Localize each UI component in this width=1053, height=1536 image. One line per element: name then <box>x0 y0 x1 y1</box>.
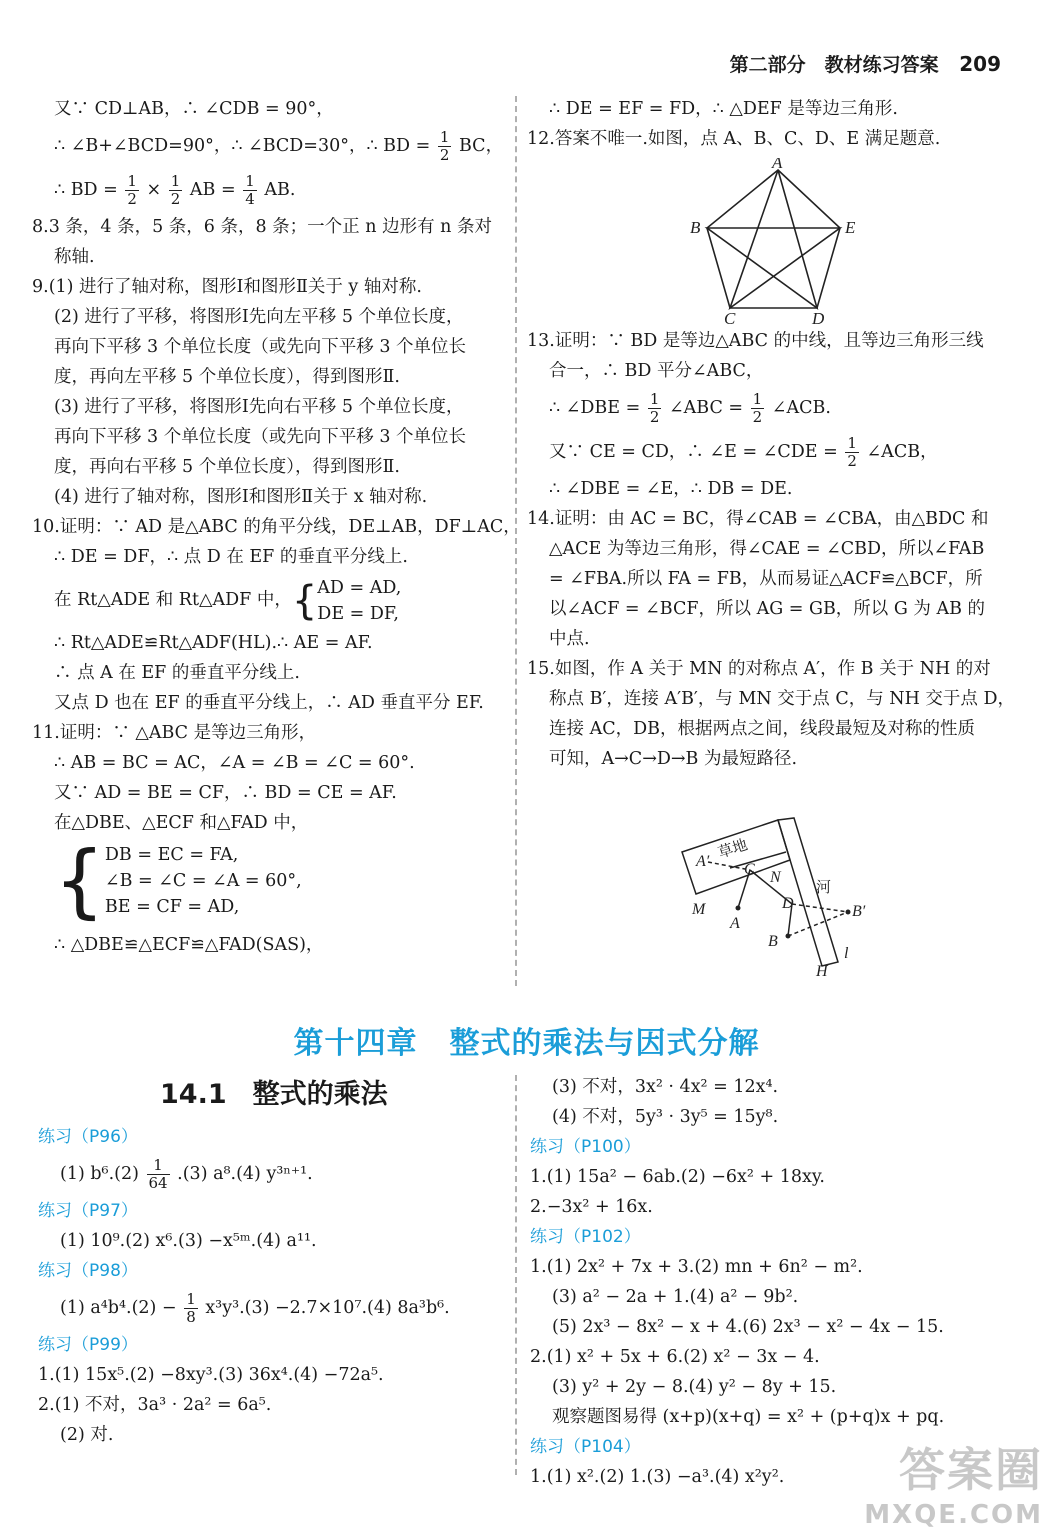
text-line: 在△DBE、△ECF 和△FAD 中， <box>54 813 309 833</box>
text-line: 合一，∴ BD 平分∠ABC， <box>549 361 764 381</box>
practice-heading: 练习（P102） <box>530 1227 641 1247</box>
text-line: 14.证明：由 AC = BC，得∠CAB = ∠CBA，由△BDC 和 <box>527 509 989 529</box>
text-line: ∴ ∠B+∠BCD=90°，∴ ∠BCD=30°，∴ BD = $\frac{1}{2}$ BC， <box>54 128 504 164</box>
text-line: 1.(1) 2x² + 7x + 3.(2) mn + 6n² − m². <box>530 1257 863 1277</box>
right-bottom-column <box>530 1072 1010 1492</box>
text-line: 10.证明：∵ AD 是△ABC 的角平分线，DE⊥AB，DF⊥AC， <box>32 517 521 537</box>
fraction: $\frac{1}{2}$ <box>170 172 181 208</box>
svg-text:D: D <box>782 895 794 912</box>
watermark: 答案圈 MXQE.COM <box>864 1443 1043 1530</box>
text-line: △ACE 为等边三角形，得∠CAE = ∠CBD，所以∠FAB <box>549 539 985 559</box>
practice-heading: 练习（P100） <box>530 1137 641 1157</box>
text-line: ∴ △DBE≌△ECF≌△FAD(SAS)， <box>54 935 324 955</box>
practice-heading: 练习（P98） <box>38 1261 138 1281</box>
pentagon-star-figure <box>688 158 868 326</box>
text-line: 15.如图，作 A 关于 MN 的对称点 A′，作 B 关于 NH 的对 <box>527 659 991 679</box>
page-number: 209 <box>959 52 1001 76</box>
text-line: ∴ 点 A 在 EF 的垂直平分线上. <box>54 663 300 683</box>
brace: { <box>291 577 318 624</box>
svg-text:A′: A′ <box>696 853 710 870</box>
text-line: 1.(1) 15x⁵.(2) −8xy³.(3) 36x⁴.(4) −72a⁵. <box>38 1365 384 1385</box>
svg-text:河: 河 <box>816 878 832 896</box>
fraction: $\frac{1}{2}$ <box>649 390 660 426</box>
text-line: (5) 2x³ − 8x² − x + 4.(6) 2x³ − x² − 4x − 15. <box>552 1317 944 1337</box>
text-line: 称轴. <box>54 247 95 267</box>
text-line: 以∠ACF = ∠BCF，所以 AG = GB，所以 G 为 AB 的 <box>549 599 986 619</box>
text-line: 在 Rt△ADE 和 Rt△ADF 中，{ AD = AD, DE = DF, <box>32 572 502 628</box>
text-line: 8.3 条，4 条，5 条，6 条，8 条；一个正 n 边形有 n 条对 <box>32 217 492 237</box>
vertex-label: A <box>772 158 783 172</box>
text-line: 又∵ AD = BE = CF，∴ BD = CE = AF. <box>54 783 397 803</box>
fraction: $\frac{1}{2}$ <box>439 128 450 164</box>
text-line: ∴ Rt△ADE≌Rt△ADF(HL).∴ AE = AF. <box>54 633 373 653</box>
star-lines <box>707 170 840 308</box>
text-line: (1) b⁶.(2) $\frac{1}{64}$ .(3) a⁸.(4) y³ⁿ⁺¹. <box>60 1156 313 1192</box>
fraction: $\frac{1}{64}$ <box>148 1156 168 1192</box>
practice-heading: 练习（P99） <box>38 1335 138 1355</box>
text-line: 再向下平移 3 个单位长度（或先向下平移 3 个单位长 <box>54 427 467 447</box>
svg-text:B: B <box>768 933 778 950</box>
text-line: 又∵ CE = CD，∴ ∠E = ∠CDE = $\frac{1}{2}$ ∠ACB， <box>549 434 938 470</box>
text-line: ∴ AB = BC = AC，∠A = ∠B = ∠C = 60°. <box>54 753 415 773</box>
fraction: $\frac{1}{2}$ <box>752 390 763 426</box>
vertex-label: C <box>724 309 736 326</box>
practice-heading: 练习（P104） <box>530 1437 641 1457</box>
text-line: 1.(1) x².(2) 1.(3) −a³.(4) x²y². <box>530 1467 785 1487</box>
text-line: = ∠FBA.所以 FA = FB，从而易证△ACF≌△BCF，所 <box>549 569 983 589</box>
text-line: ∴ BD = $\frac{1}{2}$ × $\frac{1}{2}$ AB = $\frac{1}{4}$ AB. <box>54 172 296 208</box>
svg-text:草地: 草地 <box>715 835 750 862</box>
text-line: 称点 B′，连接 A′B′，与 MN 交于点 C，与 NH 交于点 D， <box>549 689 1016 709</box>
page-header <box>730 50 1001 77</box>
svg-text:l: l <box>844 945 849 962</box>
text-line: ∴ DE = EF = FD，∴ △DEF 是等边三角形. <box>549 99 898 119</box>
text-line: 13.证明：∵ BD 是等边△ABC 的中线，且等边三角形三线 <box>527 331 984 351</box>
left-bottom-column <box>38 1122 498 1450</box>
text-line: (3) a² − 2a + 1.(4) a² − 9b². <box>552 1287 799 1307</box>
text-line: 度，再向左平移 5 个单位长度），得到图形Ⅱ. <box>54 367 400 387</box>
practice-heading: 练习（P97） <box>38 1201 138 1221</box>
text-line: (4) 不对，5y³ · 3y⁵ = 15y⁸. <box>552 1107 779 1127</box>
svg-text:M: M <box>692 901 706 918</box>
text-line: ∴ ∠DBE = ∠E，∴ DB = DE. <box>549 479 793 499</box>
vertex-label: B <box>690 218 701 237</box>
practice-heading: 练习（P96） <box>38 1127 138 1147</box>
text-line: 12.答案不唯一.如图，点 A、B、C、D、E 满足题意. <box>527 129 941 149</box>
vertex-label: D <box>812 309 825 326</box>
text-line: ∴ DE = DF，∴ 点 D 在 EF 的垂直平分线上. <box>54 547 408 567</box>
text-line: 可知，A→C→D→B 为最短路径. <box>549 749 798 769</box>
equation-system: AD = AD, DE = DF, <box>317 577 402 624</box>
pentagon-outline <box>707 170 840 308</box>
chapter-title: 第十四章 整式的乘法与因式分解 <box>293 1026 760 1061</box>
text-line: (3) y² + 2y − 8.(4) y² − 8y + 15. <box>552 1377 837 1397</box>
text-line: 9.(1) 进行了轴对称，图形Ⅰ和图形Ⅱ关于 y 轴对称. <box>32 277 422 297</box>
fraction: $\frac{1}{2}$ <box>847 434 857 470</box>
fraction: $\frac{1}{8}$ <box>186 1290 196 1326</box>
text-line: (4) 进行了轴对称，图形Ⅰ和图形Ⅱ关于 x 轴对称. <box>54 487 428 507</box>
svg-text:C: C <box>744 861 755 878</box>
equation-system: DB = EC = FA, ∠B = ∠C = ∠A = 60°, BE = CF = AD, <box>104 845 302 917</box>
text-line: 度，再向右平移 5 个单位长度），得到图形Ⅱ. <box>54 457 400 477</box>
svg-text:B′: B′ <box>852 903 866 920</box>
svg-text:H: H <box>816 963 828 980</box>
brace: { <box>54 834 105 927</box>
text-line: 2.(1) x² + 5x + 6.(2) x² − 3x − 4. <box>530 1347 820 1367</box>
text-line: 2.−3x² + 16x. <box>530 1197 653 1217</box>
text-line: 又点 D 也在 EF 的垂直平分线上，∴ AD 垂直平分 EF. <box>54 693 484 713</box>
text-line: 中点. <box>549 629 590 649</box>
text-line: (1) a⁴b⁴.(2) − $\frac{1}{8}$ x³y³.(3) −2.7×10⁷.(4) 8a³b⁶. <box>60 1290 450 1326</box>
vertex-label: E <box>845 218 856 237</box>
fraction: $\frac{1}{4}$ <box>245 172 255 208</box>
text-line: 2.(1) 不对，3a³ · 2a² = 6a⁵. <box>38 1395 272 1415</box>
text-line: 连接 AC，DB，根据两点之间，线段最短及对称的性质 <box>549 719 975 739</box>
text-line: 观察题图易得 (x+p)(x+q) = x² + (p+q)x + pq. <box>552 1407 945 1427</box>
text-line: (3) 进行了平移，将图形Ⅰ先向右平移 5 个单位长度， <box>54 397 464 417</box>
svg-text:A: A <box>730 915 740 932</box>
text-line: (3) 不对，3x² · 4x² = 12x⁴. <box>552 1077 779 1097</box>
svg-text:N: N <box>770 869 781 886</box>
text-line: (1) 10⁹.(2) x⁶.(3) −x⁵ᵐ.(4) a¹¹. <box>60 1231 317 1251</box>
column-divider-lower <box>515 1075 517 1475</box>
text-line: 1.(1) 15a² − 6ab.(2) −6x² + 18xy. <box>530 1167 825 1187</box>
equation-system-block <box>32 834 502 930</box>
text-line: ∴ ∠DBE = $\frac{1}{2}$ ∠ABC = $\frac{1}{2}$ ∠ACB. <box>549 390 831 426</box>
text-line: (2) 进行了平移，将图形Ⅰ先向左平移 5 个单位长度， <box>54 307 464 327</box>
shortest-path-figure <box>670 812 880 982</box>
section-title: 14.1 整式的乘法 <box>160 1079 388 1110</box>
text-line: 11.证明：∵ △ABC 是等边三角形， <box>32 723 317 743</box>
text-line: 又∵ CD⊥AB，∴ ∠CDB = 90°， <box>54 99 334 119</box>
column-divider <box>515 96 517 986</box>
left-column <box>32 94 521 960</box>
text-line: 再向下平移 3 个单位长度（或先向下平移 3 个单位长 <box>54 337 467 357</box>
header-section: 第二部分 教材练习答案 <box>729 54 939 76</box>
text-line: (2) 对. <box>60 1425 114 1445</box>
fraction: $\frac{1}{2}$ <box>127 172 137 208</box>
